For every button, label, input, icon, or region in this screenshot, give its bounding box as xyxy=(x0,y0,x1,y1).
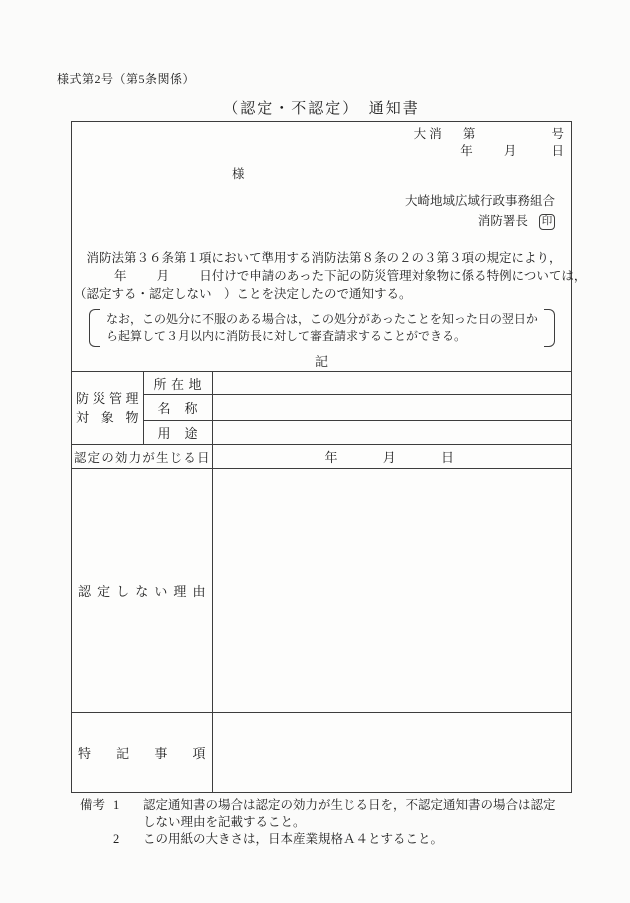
label-use: 用途 xyxy=(143,421,212,445)
date-month-label: 月 xyxy=(503,144,517,158)
label-building-group xyxy=(72,372,143,445)
table-row xyxy=(72,445,571,469)
remarks-section xyxy=(80,797,561,848)
effective-date-day-label: 日 xyxy=(441,450,455,466)
table-row xyxy=(72,713,571,792)
remark-2-text: この用紙の大きさは，日本産業規格Ａ４とすること。 xyxy=(143,832,444,846)
remarks-label: 備考 xyxy=(80,798,106,812)
table-row xyxy=(72,421,571,445)
doc-number-dai: 第 xyxy=(462,127,476,141)
use-value-cell xyxy=(212,421,571,445)
appeal-note-text xyxy=(100,309,544,347)
letter-head-section xyxy=(72,122,587,371)
label-effective-date: 認定の効力が生じる日 xyxy=(72,445,212,469)
left-bracket xyxy=(89,309,100,347)
label-special-notes: 特記事項 xyxy=(72,713,212,792)
doc-number-go: 号 xyxy=(551,127,564,141)
effective-date-month-label: 月 xyxy=(382,450,396,466)
special-notes-value-cell xyxy=(212,713,571,792)
effective-date-value-cell xyxy=(212,445,571,469)
label-name: 名称 xyxy=(143,395,212,421)
remark-2-number: 2 xyxy=(113,832,120,846)
signer-title: 消防署長 xyxy=(477,214,528,228)
label-location: 所在地 xyxy=(143,372,212,395)
date-year-label: 年 xyxy=(460,144,473,158)
label-denial-reason: 認定しない理由 xyxy=(72,469,212,713)
document-frame xyxy=(71,121,587,793)
date-line xyxy=(72,143,571,160)
table-row xyxy=(72,372,571,395)
table-row xyxy=(72,395,571,421)
right-bracket xyxy=(544,309,555,347)
table-row xyxy=(72,469,571,713)
form-style-number: 様式第2号（第5条関係） xyxy=(57,72,196,86)
name-value-cell xyxy=(212,395,571,421)
label-building-group-line1: 防災管理 xyxy=(76,391,139,407)
addressee-honorific: 様 xyxy=(232,167,245,181)
location-value-cell xyxy=(212,372,571,395)
body-line2-month: 月 xyxy=(156,269,170,283)
body-line2 xyxy=(74,267,587,285)
remarks-spacer xyxy=(80,831,113,848)
remark-1-text: 認定通知書の場合は認定の効力が生じる日を，不認定通知書の場合は認定しない理由を記載すること。 xyxy=(143,798,556,829)
ki-heading: 記 xyxy=(314,354,328,369)
document-title: （認定・不認定） 通知書 xyxy=(223,101,420,117)
doc-number-line xyxy=(72,126,571,143)
appeal-note-line1: なお，この処分に不服のある場合は，この処分があったことを知った日の翌日か xyxy=(106,312,538,326)
appeal-note xyxy=(89,309,549,347)
remark-1-number: 1 xyxy=(113,798,120,812)
doc-number-office: 大 消 xyxy=(413,127,442,141)
appeal-note-line2: ら起算して３月以内に消防長に対して審査請求することができる。 xyxy=(106,329,467,343)
signer-line xyxy=(72,213,571,230)
label-building-group-line2: 対象物 xyxy=(76,410,139,426)
denial-reason-value-cell xyxy=(212,469,571,713)
organization-name: 大崎地域広域行政事務組合 xyxy=(404,194,555,208)
seal-mark: 印 xyxy=(539,214,555,230)
effective-date-year-label: 年 xyxy=(324,450,338,466)
date-day-label: 日 xyxy=(551,144,564,158)
body-paragraph xyxy=(72,249,587,303)
body-line2-year: 年 xyxy=(114,269,127,283)
form-table xyxy=(72,371,571,792)
addressee-line xyxy=(72,166,571,183)
body-line1: 消防法第３６条第１項において準用する消防法第８条の２の３第３項の規定により， xyxy=(74,251,562,265)
body-line3: （認定する・認定しない ）ことを決定したので通知する。 xyxy=(74,287,412,301)
body-line2-rest: 日付けで申請のあった下記の防災管理対象物に係る特例については， xyxy=(199,269,587,283)
